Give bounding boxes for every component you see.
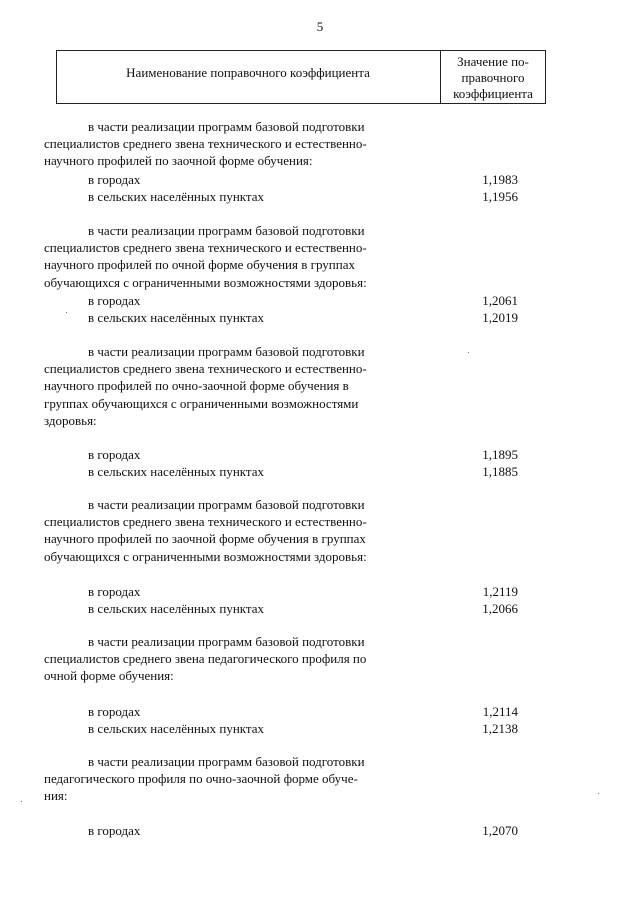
column-header-value-line: Значение по- xyxy=(457,54,529,69)
coefficient-row-label: в городах xyxy=(88,823,141,838)
coefficient-row-value: 1,2061 xyxy=(482,293,518,308)
coefficient-row-value: 1,2066 xyxy=(482,601,518,616)
coefficient-row-label: в городах xyxy=(88,704,141,719)
coefficient-section-intro: в части реализации программ базовой подготовки специалистов среднего звена педагогического профиля по очной форме обучения: xyxy=(44,634,367,684)
coefficient-row-value: 1,2119 xyxy=(482,584,518,599)
coefficient-section-intro: в части реализации программ базовой подготовки специалистов среднего звена технического и естественно- научного профилей по очно-заочной форме обучения в группах обучающихся с ограниченными возможностями здоровья: xyxy=(44,344,367,428)
coefficient-section-intro: в части реализации программ базовой подготовки специалистов среднего звена технического и естественно- научного профилей по заочной форме обучения: xyxy=(44,119,367,169)
coefficient-row-value: 1,2114 xyxy=(482,704,518,719)
page-number: 5 xyxy=(316,19,324,34)
coefficient-row-label: в городах xyxy=(88,172,141,187)
coefficient-row-label: в сельских населённых пунктах xyxy=(88,601,265,616)
column-header-value-line: правочного xyxy=(461,70,525,85)
header-bottom-rule xyxy=(56,103,546,104)
scan-speck xyxy=(468,352,469,353)
coefficient-row-value: 1,1885 xyxy=(482,464,518,479)
header-right-rule xyxy=(545,50,546,104)
coefficient-row-label: в городах xyxy=(88,584,141,599)
column-header-value xyxy=(441,54,545,102)
coefficient-row-label: в сельских населённых пунктах xyxy=(88,464,265,479)
coefficient-row-value: 1,2019 xyxy=(482,310,518,325)
coefficient-row-label: в городах xyxy=(88,293,141,308)
column-header-name: Наименование поправочного коэффициента xyxy=(126,65,370,80)
coefficient-row-label: в сельских населённых пунктах xyxy=(88,310,265,325)
coefficient-row-value: 1,1983 xyxy=(482,172,518,187)
coefficient-row-label: в сельских населённых пунктах xyxy=(88,189,265,204)
column-header-value-line: коэффициента xyxy=(453,86,533,101)
coefficient-row-value: 1,2138 xyxy=(482,721,518,736)
coefficient-section-intro: в части реализации программ базовой подготовки специалистов среднего звена технического и естественно- научного профилей по заочной форме обучения в группах обучающихся с ограниченными возможностями здоровья: xyxy=(44,497,367,564)
coefficient-row-label: в городах xyxy=(88,447,141,462)
coefficient-row-value: 1,1956 xyxy=(482,189,518,204)
coefficient-row-label: в сельских населённых пунктах xyxy=(88,721,265,736)
header-top-rule xyxy=(56,50,546,51)
coefficient-section-intro: в части реализации программ базовой подготовки педагогического профиля по очно-заочной форме обуче- ния: xyxy=(44,754,365,804)
scan-speck xyxy=(598,793,599,794)
scan-speck xyxy=(21,801,22,802)
coefficient-row-value: 1,1895 xyxy=(482,447,518,462)
coefficient-section-intro: в части реализации программ базовой подготовки специалистов среднего звена технического и естественно- научного профилей по очной форме обучения в группах обучающихся с ограниченными возможностями здоровья: xyxy=(44,223,367,290)
coefficient-row-value: 1,2070 xyxy=(482,823,518,838)
scan-speck xyxy=(66,312,67,313)
